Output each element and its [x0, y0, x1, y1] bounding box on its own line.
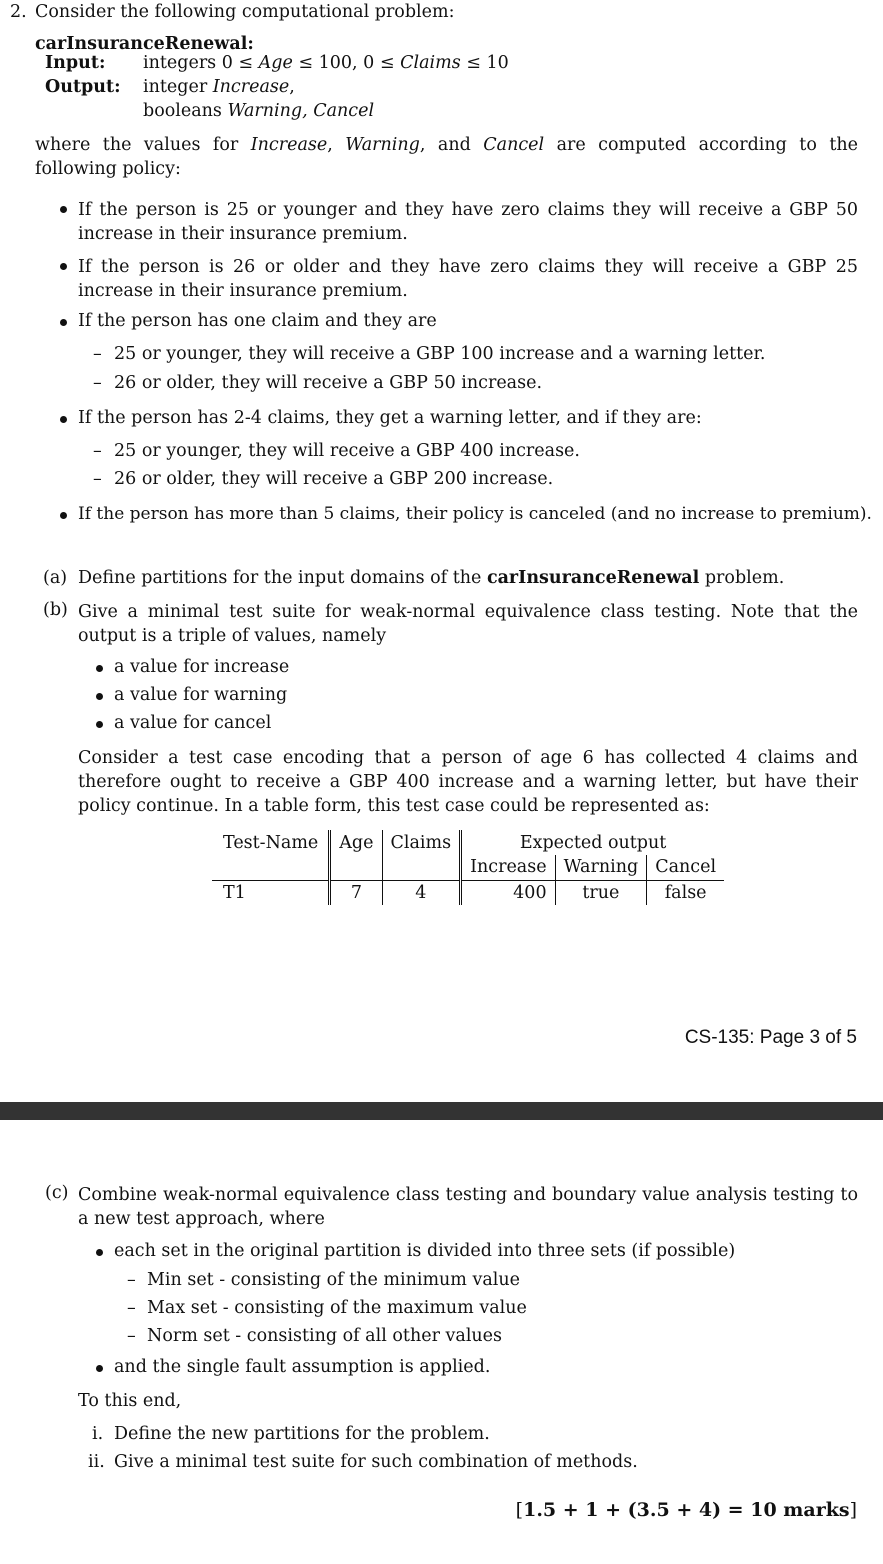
test-case-table [212, 830, 724, 905]
part-a-text: Define partitions for the input domains of the carInsuranceRenewal problem. [78, 568, 785, 588]
part-c-sub-3: Norm set - consisting of all other values [147, 1326, 503, 1346]
part-b-label: (b) [43, 600, 68, 620]
part-c-bullet-2: and the single fault assumption is applied. [114, 1357, 491, 1377]
cell-warning: true [555, 880, 647, 905]
policy-bullet-3-sub-2: 26 or older, they will receive a GBP 50 increase. [114, 373, 543, 393]
dash-icon: – [93, 441, 102, 461]
where-paragraph: where the values for Increase, Warning, and Cancel are computed according to the following policy: [35, 135, 858, 179]
output-spec-line1: integer Increase, [143, 77, 295, 97]
bullet-icon [96, 693, 103, 700]
header-test-name: Test-Name [223, 832, 319, 853]
policy-bullet-1: If the person is 25 or younger and they have zero claims they will receive a GBP 50 increase in their insurance premium. [78, 200, 858, 244]
policy-bullet-3-sub-1: 25 or younger, they will receive a GBP 100 increase and a warning letter. [114, 344, 766, 364]
subpart-i-text: Define the new partitions for the problem. [114, 1424, 490, 1444]
dash-icon: – [93, 344, 102, 364]
part-c-sub-1: Min set - consisting of the minimum value [147, 1270, 521, 1290]
cell-test-name: T1 [223, 882, 246, 903]
output-label: Output: [45, 77, 121, 97]
policy-bullet-4: If the person has 2-4 claims, they get a warning letter, and if they are: [78, 408, 702, 428]
part-c-sub-2: Max set - consisting of the maximum value [147, 1298, 527, 1318]
cell-claims: 4 [382, 880, 461, 905]
input-spec: integers 0 ≤ Age ≤ 100, 0 ≤ Claims ≤ 10 [143, 53, 509, 73]
part-b-item-1: a value for increase [114, 657, 290, 677]
part-c-text: Combine weak-normal equivalence class testing and boundary value analysis testing to a new test approach, where [78, 1185, 858, 1229]
bullet-icon [60, 319, 67, 326]
bullet-icon [60, 206, 67, 213]
table-subheader-row [212, 855, 724, 880]
dash-icon: – [93, 373, 102, 393]
part-b-item-2: a value for warning [114, 685, 288, 705]
output-spec-line2: booleans Warning, Cancel [143, 101, 375, 121]
policy-bullet-2: If the person is 26 or older and they have zero claims they will receive a GBP 25 increase in their insurance premium. [78, 257, 858, 301]
to-this-end: To this end, [78, 1391, 182, 1411]
question-number: 2. [10, 2, 27, 22]
subpart-ii-label: ii. [88, 1452, 105, 1472]
part-c-label: (c) [45, 1183, 69, 1203]
bullet-icon [96, 1249, 103, 1256]
table-row [212, 880, 724, 905]
question-intro: Consider the following computational problem: [35, 2, 455, 22]
page-break-band [0, 1102, 883, 1120]
subpart-i-label: i. [92, 1424, 104, 1444]
marks-summary: [1.5 + 1 + (3.5 + 4) = 10 marks] [515, 1499, 857, 1521]
bullet-icon [60, 512, 67, 519]
bullet-icon [96, 1365, 103, 1372]
header-increase: Increase [461, 855, 555, 880]
header-expected-output: Expected output [461, 830, 724, 855]
policy-bullet-4-sub-2: 26 or older, they will receive a GBP 200 increase. [114, 469, 554, 489]
input-label: Input: [45, 53, 106, 73]
header-age: Age [330, 830, 382, 855]
policy-bullet-3: If the person has one claim and they are [78, 311, 437, 331]
bullet-icon [96, 721, 103, 728]
problem-name: carInsuranceRenewal: [35, 34, 254, 54]
page-footer: CS-135: Page 3 of 5 [684, 1027, 857, 1048]
header-claims: Claims [382, 830, 461, 855]
header-cancel: Cancel [647, 855, 724, 880]
var-age: Age [258, 53, 293, 73]
header-warning: Warning [555, 855, 647, 880]
cell-increase: 400 [461, 880, 555, 905]
part-c-bullet-1: each set in the original partition is divided into three sets (if possible) [114, 1241, 736, 1261]
dash-icon: – [127, 1270, 136, 1290]
bullet-icon [60, 416, 67, 423]
bullet-icon [96, 665, 103, 672]
cell-cancel: false [647, 880, 724, 905]
table-header-row [212, 830, 724, 855]
dash-icon: – [127, 1298, 136, 1318]
dash-icon: – [127, 1326, 136, 1346]
policy-bullet-4-sub-1: 25 or younger, they will receive a GBP 400 increase. [114, 441, 580, 461]
part-b-item-3: a value for cancel [114, 713, 272, 733]
cell-age: 7 [330, 880, 382, 905]
part-b-example: Consider a test case encoding that a person of age 6 has collected 4 claims and therefore ought to receive a GBP 400 increase and a warning letter, but have their policy continue. In a table form, this test case could be represented as: [78, 748, 858, 816]
dash-icon: – [93, 469, 102, 489]
part-a-label: (a) [43, 568, 68, 588]
bullet-icon [60, 263, 67, 270]
var-claims: Claims [400, 53, 461, 73]
subpart-ii-text: Give a minimal test suite for such combination of methods. [114, 1452, 638, 1472]
policy-bullet-5: If the person has more than 5 claims, their policy is canceled (and no increase to premium). [78, 504, 872, 524]
part-b-text: Give a minimal test suite for weak-normal equivalence class testing. Note that the output is a triple of values, namely [78, 602, 858, 646]
